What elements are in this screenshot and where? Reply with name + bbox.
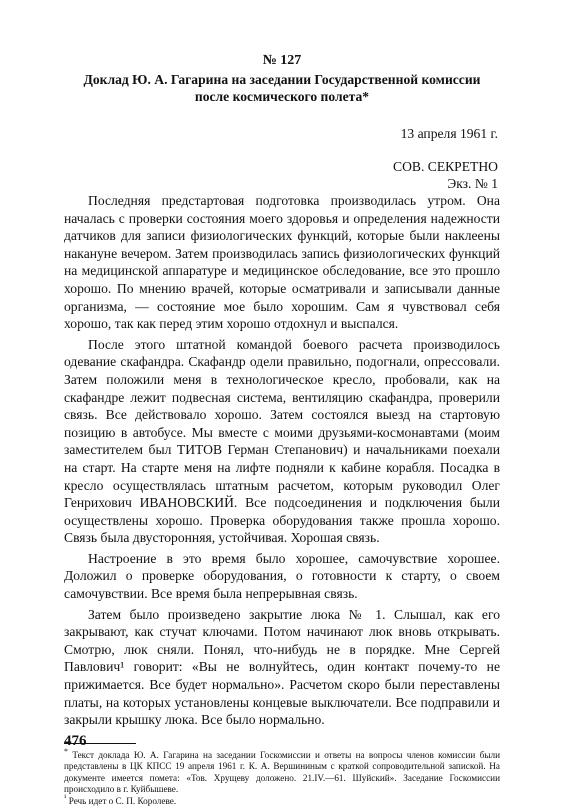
paragraph-2: После этого штатной командой боевого расчета производилось одевание скафандра. Скафандр одели правильно, подогнали, опрессовали. Затем положили меня в технологическое кресло, пробовали, как на скафандре лежит подвесная система, вентиляцию скафандра, проверили связь. Все действовало хорошо. Затем состоялся выезд на стартовую позицию в автобусе. Мы вместе с моими друзьями-космонавтами (моим заместителем был ТИТОВ Герман Степанович) и начальниками поехали на старт. На старте меня на лифте подняли к кабине корабля. Посадка в кресло осуществлялась штатным расчетом, которым руководил Олег Генрихович ИВАНОВСКИЙ. Все подсоединения и подключения были осуществлены хорошо. Проверка оборудования также прошла хорошо. Связь была двусторонняя, устойчивая. Хорошая связь. — [64, 336, 500, 546]
paragraph-3: Настроение в это время было хорошее, самочувствие хорошее. Доложил о проверке оборудования, о готовности к старту, о своем самочувствии. Все время была непрерывная связь. — [64, 550, 500, 602]
paragraph-4: Затем было произведено закрытие люка № 1. Слышал, как его закрывают, как стучат ключами. Потом начинают люк вновь открывать. Смотрю, люк сняли. Понял, что-нибудь не в порядке. Мне Сергей Павлович¹ говорит: «Вы не волнуйтесь, один контакт почему-то не прижимается. Все будет нормально». Расчетом скоро были переставлены платы, на которых установлены концевые выключатели. Все подправили и закрыли крышку люка. Все было нормально. — [64, 606, 500, 728]
footnote-1-text: Текст доклада Ю. А. Гагарина на заседании Госкомиссии и ответы на вопросы членов комиссии были представлены в ЦК КПСС 19 апреля 1961 г. К. А. Вершининым с краткой сопроводительной запиской. На документе имеется помета: «Тов. Хрущеву доложено. 21.IV.—61. Шуйский». Заседание Госкомиссии происходило в г. Куйбышеве. — [64, 749, 501, 795]
footnote-2 — [64, 793, 500, 807]
copy-number: Экз. № 1 — [447, 176, 498, 191]
report-body — [64, 192, 500, 729]
document-title-line-1: Доклад Ю. А. Гагарина на заседании Государственной комиссии — [83, 72, 481, 87]
page-number: 476 — [64, 733, 87, 749]
footnote-1 — [64, 746, 501, 796]
paragraph-1: Последняя предстартовая подготовка производилась утром. Она началась с проверки состояния моего здоровья и определения надежности датчиков для записи физиологических функций, которые были наклеены накануне вечером. Затем производилась запись физиологических функций на медицинской аппаратуре и медицинское обследование, все это прошло хорошо. По мнению врачей, которые осматривали и записывали данные организма, — состояние мое было хорошим. Сам я чувствовал себя хорошо, так как перед этим хорошо отдохнул и выспался. — [64, 193, 500, 332]
secrecy-stamp: СОВ. СЕКРЕТНО — [393, 159, 498, 174]
footnote-2-mark: ¹ — [64, 793, 67, 803]
document-title-line-2: после космического полета* — [194, 89, 370, 104]
footnote-1-mark: * — [64, 746, 68, 756]
footnote-2-text: Речь идет о С. П. Королеве. — [68, 796, 177, 807]
document-date: 13 апреля 1961 г. — [400, 126, 498, 141]
document-number: № 127 — [262, 53, 302, 68]
